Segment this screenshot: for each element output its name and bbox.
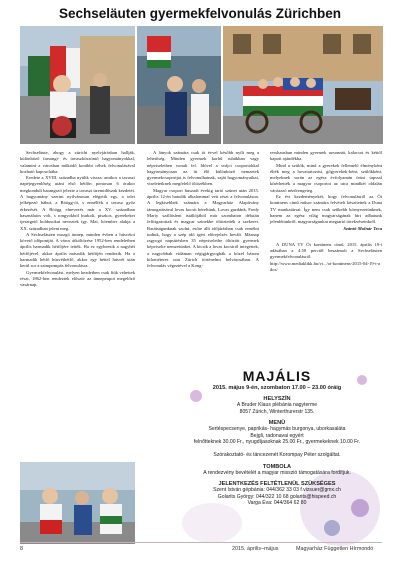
tv-note: A DUNA TV Öt kontinens című, 2015. április 19-i adásában a 4:50 perctől beszámolt a Sechseläuten gyermekfelvonulásról.: [270, 241, 382, 260]
footer-rule: [20, 542, 382, 543]
article-column-1: [20, 150, 135, 289]
paragraph: Sechseläute, ahogy a zürichi nyelvjárásban hallják, különböző farsangi- és tavaszköszöntő hagyományokkal, valamint a városban működő korábbi céhek felvonulásával hozható kapcsolatba.: [20, 150, 135, 174]
article-column-2: [147, 150, 259, 270]
photo-parade-horse-carriage: [223, 26, 383, 144]
photo-children-group: [20, 462, 135, 544]
photo-parade-flag-bearers: [137, 26, 221, 144]
menu-heading: MENÜ: [268, 420, 286, 427]
paragraph: Gyermekfelvonulást, melyen kezdetben csak fiúk vehettek részt, 1862-ben rendeztek először az ünnepeupot megelőző vasárnap.: [20, 269, 135, 288]
author-signature: Szántó-Molnár Teca: [343, 225, 382, 231]
tombola-heading: TOMBOLA: [262, 463, 292, 470]
tombola-line: A rendezvény bevételét a magyar misszió támogatására fordítjuk.: [203, 469, 351, 476]
menu-line: Sertéspecsenye, paprikás- hagymás burgonya, uborkasaláta: [208, 426, 346, 433]
registration-contact: Varga Éva: 044/364 62 80: [247, 500, 307, 507]
paragraph: Eredete a XVIII. századba nyúlik vissza, amikor a tavaszi napéjegyenlőség utáni első hétfőn pontosan 6 órakor megkondult harangszó jelezte a tavaszi üzemidőszak kezdetét. A hagyomány szerint nyilvánosan elégetik egy, a telet jelképező bábut, a Böögg-öt, s ennélfék a tavasz győz érkezését. A Böögg elnevezés már a XV. században használatos volt, s rongyokból burkolt, piszkos, gyerekeket ijesztgető koldusokat neveztek így. Mai, hóember alakja a XX. században jelent meg.: [20, 175, 135, 231]
venue-heading: HELYSZÍN: [263, 396, 291, 402]
footer-issue: 2015. április–május: [232, 546, 279, 552]
paragraph: A lányok számára csak öt évvel később nyílt meg a lehetőség. Minden gyermek korhű ruhákban vagy népviseletben vonult fel. Idővel a svájci csoportokkal hagyományosan az itt élő különböző nemzetek gyermekcsoportjai is felvonulhatnak, saját hagyományaikat, viseleteiknek megfelelő öltözékben.: [147, 150, 259, 187]
registration-contact: Golarits György: 044/322 10 68 golarits@hispeed.ch: [217, 493, 337, 500]
paragraph: resshausban minden gyermek uzsonnát, kalacsot és kéttől kapott ajándékba.: [270, 150, 382, 162]
paragraph: Mind a szülők, mind a gyerekek fellemelő élményként élték meg a hovatartozást, gőgyerekek-ként, szülőkként, melyeknek során az egész évfolyamán örüsi tapssal kísérhették a magyar csoportot az utca mindkét oldalán váróazzó nézőrengeteg.: [270, 162, 382, 193]
photo-parade-boy-drummer: [20, 26, 135, 144]
page-number: 8: [20, 546, 23, 552]
page-title: Sechseläuten gyermekfelvonulás Zürichben: [58, 6, 342, 21]
paragraph: Ez évi kezdeményekét, hogy felvonulásról az Öt kontinens című műsor számára felvételt készítettek a Duna TV munkatársai. Így nem csak szűkebb környezetünknek, hanem az egész világ magyarságának hírt adhatunk jelenlétünkről, magyarságunkat megtartó törekvéseinkről.: [270, 194, 382, 225]
venue-address: 8057 Zürich, Winterthurerstr 135.: [239, 408, 315, 415]
majalis-announcement: [172, 368, 382, 558]
registration-contact: Szent István gépbánia: 044/362 33 03 f.vizsuer@gmx.ch: [213, 487, 341, 494]
majalis-title: MAJÁLIS: [242, 368, 312, 384]
registration-heading: JELENTKEZÉS FELTÉTLENÜL SZÜKSÉGES: [218, 481, 336, 488]
music-note: Szórakoztató- és táncezenét Korompay Péter szolgáltat.: [213, 451, 341, 458]
tv-link[interactable]: http://www.mediaklikk.hu/vi.../ot-kontinens-2015-04-19-i-ados/: [270, 260, 381, 273]
menu-line: Bejgli, radonavai egyért: [250, 432, 304, 439]
venue-line: A Bruder Klaus plébánia nagyterme: [236, 402, 318, 408]
footer-publication: Magyarház Független Hírmondó: [296, 546, 374, 552]
paragraph: A Sechseläuten mozgó ünnep, minden évben a húsvétot követő időpontját. A város átköltözése 1952-ben rendeletben április harmadik hétfőjére tették. Ha ez egybeesik a nagyhét hétfőjével, akkor április második hétfőjén rendezik. Ha a harmadik hétfő húsvéthétfő, akkor egy héttel húsvét után kerül sor a szimpompás felvonulásra.: [20, 231, 135, 269]
article-column-3: [270, 150, 382, 273]
majalis-date: 2015. május 9-én, szombaton 17.00 – 23.00 óráig: [212, 385, 342, 391]
menu-prices: felnőtteknek 30.00 Fr., nyugdíjasoknak 25.00 Fr., gyermekeknek 10.00 Fr.: [193, 439, 361, 446]
paragraph: Magyar csoport huszadi évekig tartó szünet után 2015. április 12-én hatodik alkalommal vett részt a felvonuláson. A legkisebbek számára a Magyarház Alapítvány támogatásával lovas kocsit béreltünk, Lovas gazdánk, Fredy Marty szállásleni istállójából már szombaton délután felfrigazottak és magyar szinekbe öltöztették a szekeret. Barátságunknak szolni, esőre állt időjárásban csak remélni tudtuk, hogy a szép idő igéri előrejelzés bevált. Másnap ragyogó napsütésben 35 népviseletbe öltözött gyermek képviselte nemzetünket. A kicsik a lovas kocsiról integettek, a nagyobbak vidáman végigjárgyoghák a közel három kilométeres utat Zürich történelmi belvárosában. A felvonulás végeztével a Kong-: [147, 187, 259, 269]
